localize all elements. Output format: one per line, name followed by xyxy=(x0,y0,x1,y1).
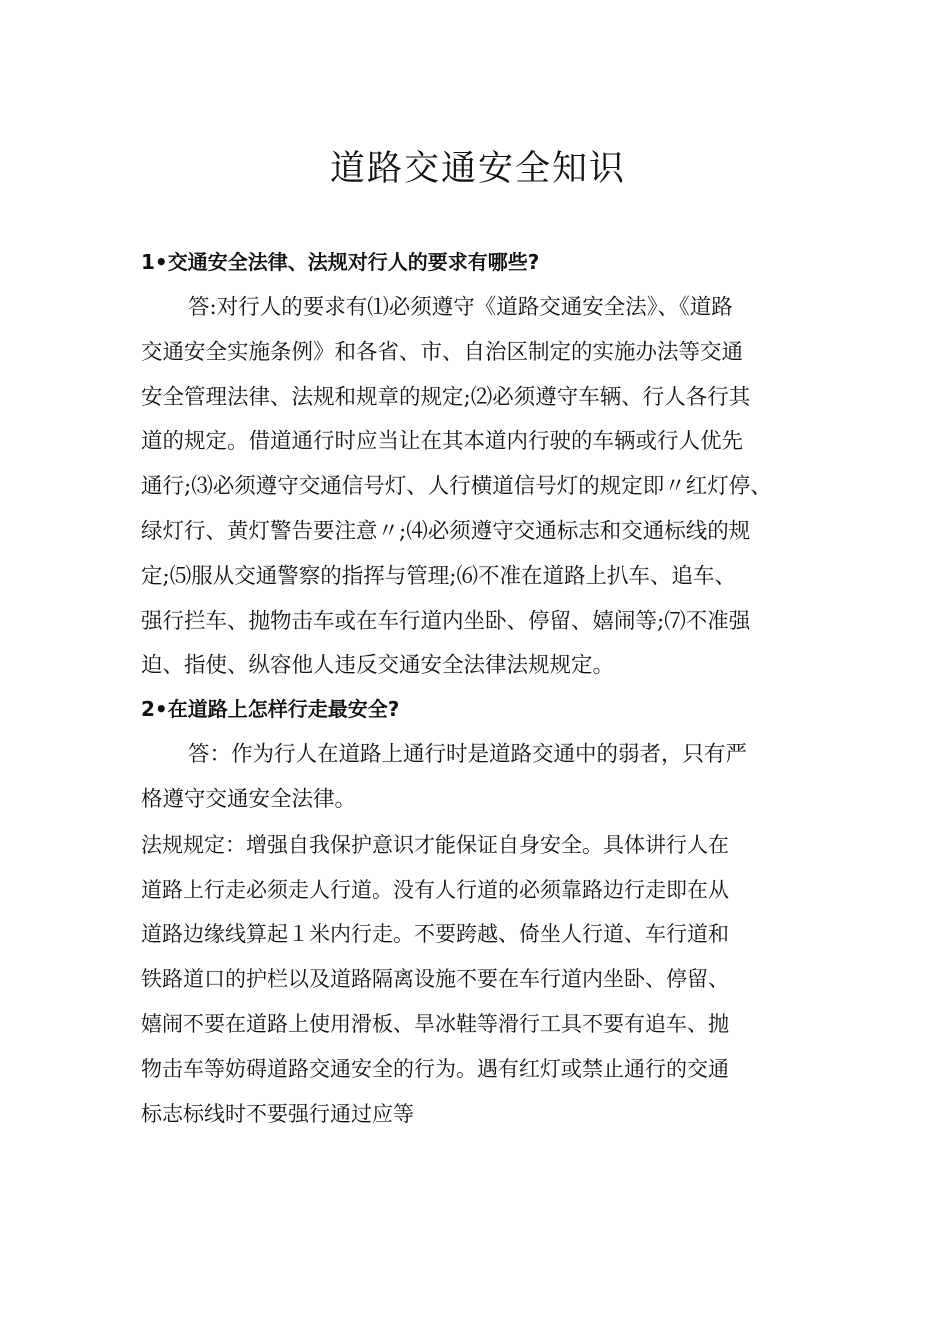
rules-line: 嬉闹不要在道路上使用滑板、旱冰鞋等滑行工具不要有追车、抛 xyxy=(141,1011,729,1036)
answer-1-line: 通行;⑶必须遵守交通信号灯、人行横道信号灯的规定即〃红灯停、 xyxy=(141,474,772,500)
rules-line: 法规规定：增强自我保护意识才能保证自身安全。具体讲行人在 xyxy=(141,832,729,857)
answer-1-line: 强行拦车、抛物击车或在车行道内坐卧、停留、嬉闹等;⑺不准强 xyxy=(141,608,751,634)
answer-1-line: 道的规定。借道通行时应当让在其本道内行驶的车辆或行人优先 xyxy=(141,429,744,455)
rules-line: 铁路道口的护栏以及道路隔离设施不要在车行道内坐卧、停留、 xyxy=(141,967,729,992)
answer-1 xyxy=(141,286,841,689)
answer-1-line: 交通安全实施条例》和各省、市、自治区制定的实施办法等交通 xyxy=(141,339,744,365)
answer-1-line: 答:对行人的要求有⑴必须遵守《道路交通安全法》、《道路 xyxy=(188,295,733,320)
document-title: 道路交通安全知识 xyxy=(329,149,626,189)
rules-line: 物击车等妨碍道路交通安全的行为。遇有红灯或禁止通行的交通 xyxy=(141,1056,729,1081)
answer-1-line: 绿灯行、黄灯警告要注意〃;⑷必须遵守交通标志和交通标线的规 xyxy=(141,518,751,544)
document-body xyxy=(141,244,841,1136)
rules-line: 道路边缘线算起１米内行走。不要跨越、倚坐人行道、车行道和 xyxy=(141,922,729,947)
rules-line: 标志标线时不要强行通过应等 xyxy=(141,1101,414,1126)
answer-1-line: 定;⑸服从交通警察的指挥与管理;⑹不准在道路上扒车、追车、 xyxy=(141,563,736,589)
answer-1-line: 迫、指使、纵容他人违反交通安全法律法规规定。 xyxy=(141,653,615,679)
question-2: 2•在道路上怎样行走最安全? xyxy=(141,697,400,722)
answer-2 xyxy=(141,733,841,823)
answer-2-line: 格遵守交通安全法律。 xyxy=(141,786,357,812)
answer-2-line: 答：作为行人在道路上通行时是道路交通中的弱者，只有严 xyxy=(188,742,748,768)
answer-1-line: 安全管理法律、法规和规章的规定;⑵必须遵守车辆、行人各行其 xyxy=(141,384,751,410)
rules-paragraph xyxy=(141,823,841,1137)
rules-line: 道路上行走必须走人行道。没有人行道的必须靠路边行走即在从 xyxy=(141,877,729,902)
question-1: 1•交通安全法律、法规对行人的要求有哪些? xyxy=(141,250,540,274)
